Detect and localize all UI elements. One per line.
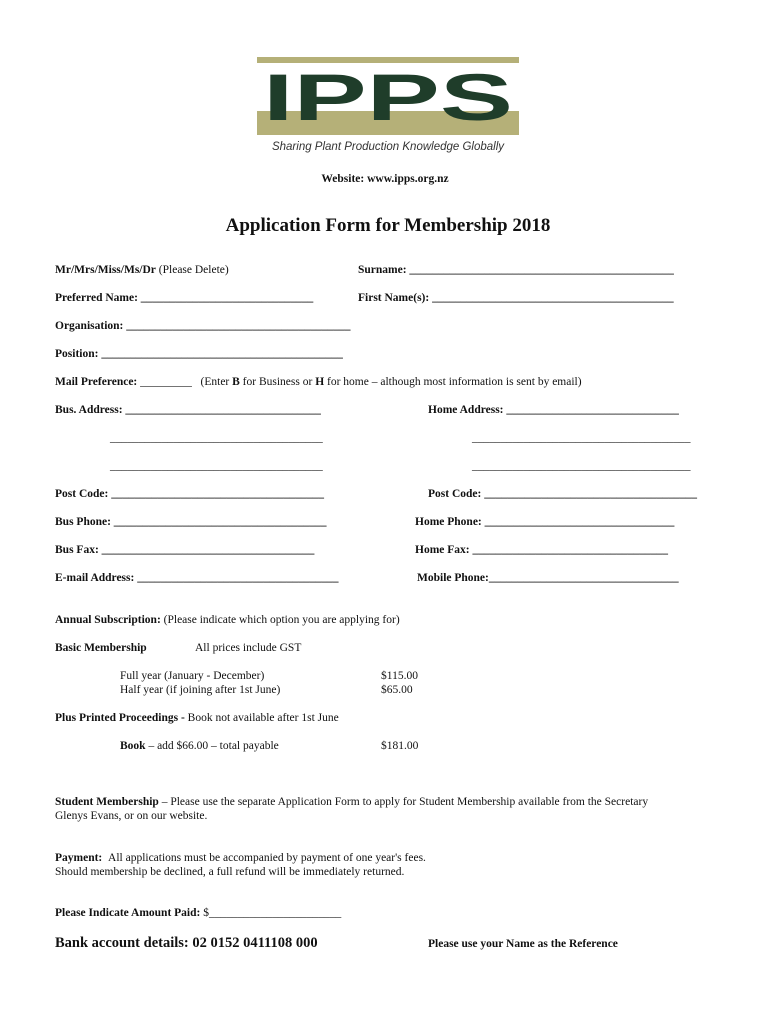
bus-phone-field[interactable]: Bus Phone: _____________________________________ <box>55 516 327 528</box>
proceedings-note: Book not available after 1st June <box>187 712 339 724</box>
payment-line-1 <box>55 852 426 864</box>
mail-preference-field[interactable]: _________ <box>140 376 192 388</box>
bus-fax-field[interactable]: Bus Fax: _____________________________________ <box>55 544 315 556</box>
surname-field[interactable]: Surname: ______________________________________________ <box>358 264 674 276</box>
full-year-price: $115.00 <box>381 670 418 682</box>
website-line: Website: www.ipps.org.nz <box>321 173 449 185</box>
proceedings-label: Plus Printed Proceedings - <box>55 712 185 724</box>
student-membership-line-1 <box>55 796 648 808</box>
salutation-label: Mr/Mrs/Miss/Ms/Dr <box>55 264 156 276</box>
full-year-option: Full year (January - December) <box>120 670 265 682</box>
mail-preference-b: B <box>232 376 240 388</box>
amount-paid-row <box>55 907 341 919</box>
mail-preference-note-1: (Enter <box>200 376 230 388</box>
ipps-logo <box>257 57 519 155</box>
amount-paid-field[interactable]: $_______________________ <box>203 907 342 919</box>
subscription-label: Annual Subscription: <box>55 614 161 626</box>
preferred-name-field[interactable]: Preferred Name: ______________________________ <box>55 292 314 304</box>
position-field[interactable]: Position: __________________________________________ <box>55 348 343 360</box>
book-option <box>120 740 279 752</box>
student-membership-text-2: Glenys Evans, or on our website. <box>55 810 208 822</box>
bus-address-field[interactable]: Bus. Address: __________________________________ <box>55 404 321 416</box>
logo-wordmark: IPPS <box>263 60 513 134</box>
bus-address-line-3[interactable]: _____________________________________ <box>110 460 323 472</box>
home-address-line-2[interactable]: ______________________________________ <box>472 432 691 444</box>
mobile-field[interactable]: Mobile Phone:_________________________________ <box>417 572 679 584</box>
proceedings-row <box>55 712 339 724</box>
book-price: $181.00 <box>381 740 419 752</box>
organisation-field[interactable]: Organisation: _______________________________________ <box>55 320 351 332</box>
payment-label: Payment: <box>55 852 103 864</box>
mail-preference-note-2: for Business or <box>242 376 313 388</box>
basic-membership-note: All prices include GST <box>195 642 302 654</box>
payment-text-1: All applications must be accompanied by payment of one year's fees. <box>108 852 426 864</box>
home-address-line-3[interactable]: ______________________________________ <box>472 460 691 472</box>
mail-preference-h: H <box>315 376 325 388</box>
email-field[interactable]: E-mail Address: ___________________________________ <box>55 572 339 584</box>
mail-preference-note-3: for home – although most information is sent by email) <box>327 376 582 388</box>
page-title: Application Form for Membership 2018 <box>225 215 551 236</box>
half-year-option: Half year (if joining after 1st June) <box>120 684 281 696</box>
salutation-note: (Please Delete) <box>158 264 229 276</box>
home-postcode-field[interactable]: Post Code: _____________________________________ <box>428 488 697 500</box>
mail-preference-label: Mail Preference: <box>55 376 138 388</box>
first-names-field[interactable]: First Name(s): __________________________________________ <box>358 292 674 304</box>
payment-text-2: Should membership be declined, a full refund will be immediately returned. <box>55 866 405 878</box>
home-phone-field[interactable]: Home Phone: _________________________________ <box>415 516 675 528</box>
subscription-heading <box>55 614 400 626</box>
subscription-note: (Please indicate which option you are applying for) <box>163 614 400 626</box>
half-year-price: $65.00 <box>381 684 413 696</box>
home-address-field[interactable]: Home Address: ______________________________ <box>428 404 679 416</box>
ipps-logo-graphic <box>257 57 519 155</box>
bus-postcode-field[interactable]: Post Code: _____________________________________ <box>55 488 324 500</box>
book-label: Book <box>120 740 146 752</box>
basic-membership-label: Basic Membership <box>55 642 147 654</box>
bank-reference-note: Please use your Name as the Reference <box>428 938 618 950</box>
logo-tagline: Sharing Plant Production Knowledge Globally <box>271 141 505 153</box>
book-note: – add $66.00 – total payable <box>148 740 279 752</box>
student-membership-label: Student Membership <box>55 796 159 808</box>
amount-paid-label: Please Indicate Amount Paid: <box>55 907 201 919</box>
bank-account-details: Bank account details: 02 0152 0411108 000 <box>55 935 318 951</box>
salutation-row <box>55 264 229 276</box>
home-fax-field[interactable]: Home Fax: __________________________________ <box>415 544 668 556</box>
bus-address-line-2[interactable]: _____________________________________ <box>110 432 323 444</box>
student-membership-text-1: – Please use the separate Application Form to apply for Student Membership available from the Secretary <box>161 796 649 808</box>
mail-preference-row <box>55 376 582 388</box>
